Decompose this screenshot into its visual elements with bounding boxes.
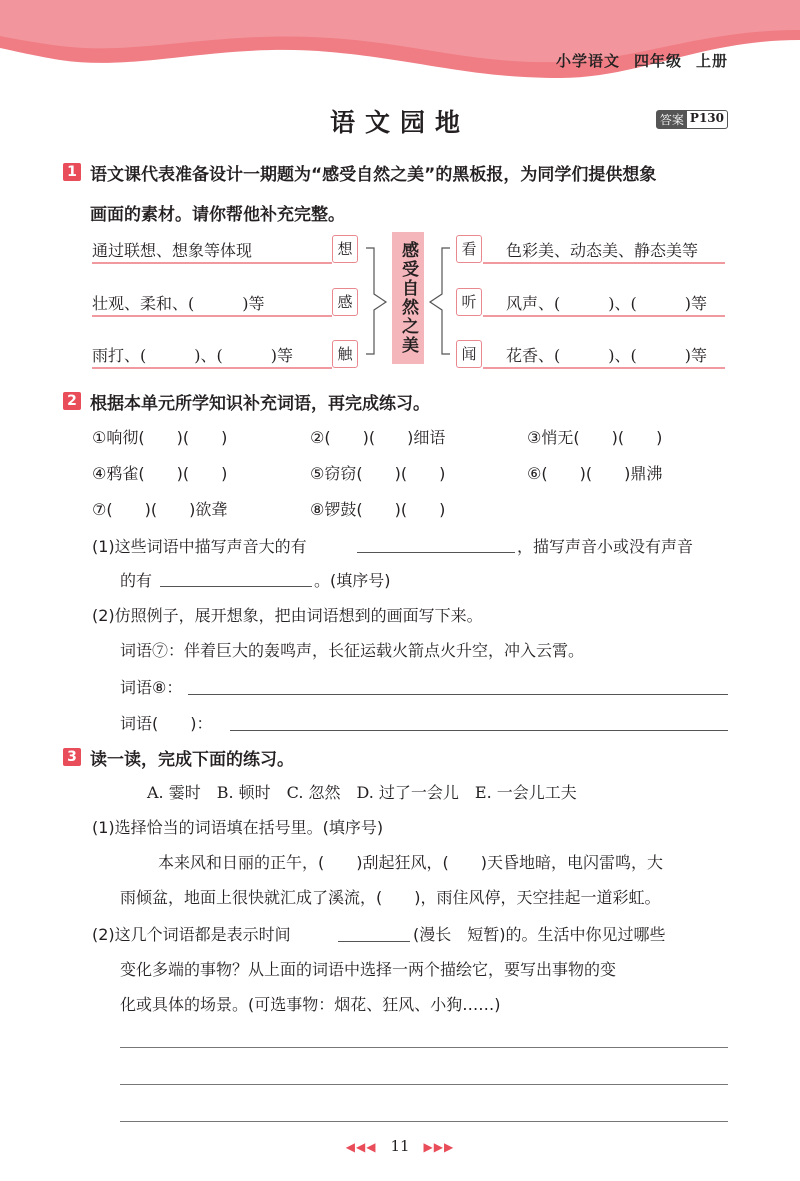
answer-badge: [656, 110, 728, 129]
q2-example-sentence: 词语⑦：伴着巨大的轰鸣声，长征运载火箭点火升空，冲入云霄。: [120, 641, 585, 660]
q1-left-item-2: 壮观、柔和、( )等: [92, 294, 265, 313]
q1-box-gan: 感: [332, 288, 358, 316]
page-number: 11: [390, 1137, 410, 1155]
q3-passage-line2: 雨倾盆，地面上很快就汇成了溪流，( )，雨住风停，天空挂起一道彩虹。: [120, 888, 661, 907]
right-brace-icon: [424, 232, 456, 367]
grade-label: 四年级: [633, 52, 682, 70]
word-1: ①响彻( )( ): [92, 428, 228, 447]
q1-left-item-1: 通过联想、想象等体现: [92, 241, 253, 260]
q2-quiet-answer-blank[interactable]: [160, 586, 312, 587]
q3-time-choice-blank[interactable]: [338, 941, 410, 942]
question-3-number: 3: [63, 748, 81, 766]
question-1-text-line1: 语文课代表准备设计一期题为“感受自然之美”的黑板报，为同学们提供想象: [90, 165, 657, 185]
q3-passage-line1: 本来风和日丽的正午，( )刮起狂风，( )天昏地暗，电闪雷鸣，大: [158, 853, 663, 872]
q2-part2-prompt: (2)仿照例子，展开想象，把由词语想到的画面写下来。: [92, 606, 483, 625]
right-arrows-icon: ▶▶▶: [423, 1140, 455, 1154]
answer-page: P130: [689, 111, 724, 125]
q1-left-underline-1: [92, 262, 332, 264]
word-3: ③悄无( )( ): [527, 428, 663, 447]
q1-right-item-2: 风声、( )、( )等: [506, 294, 707, 313]
q2-part1-prompt-end: 的有: [120, 571, 153, 590]
q1-center-theme: 感受自然之美: [392, 232, 424, 364]
q2-part1-note: 。(填序号): [314, 571, 391, 590]
q3-part2-prompt: (2)这几个词语都是表示时间: [92, 925, 291, 944]
question-1-number: 1: [63, 163, 81, 181]
word-4: ④鸦雀( )( ): [92, 464, 228, 483]
q1-right-item-3: 花香、( )、( )等: [506, 346, 707, 365]
q1-right-underline-1: [483, 262, 725, 264]
question-2-text: 根据本单元所学知识补充词语，再完成练习。: [90, 394, 430, 414]
volume-label: 上册: [695, 52, 728, 70]
q1-left-underline-3: [92, 367, 332, 369]
header-wave-banner: [0, 0, 800, 90]
writing-line-2[interactable]: [120, 1084, 728, 1085]
word-2: ②( )( )细语: [310, 428, 446, 447]
q2-loud-answer-blank[interactable]: [357, 552, 515, 553]
q1-box-chu: 触: [332, 340, 358, 368]
q2-wordx-label: 词语( )：: [120, 714, 213, 733]
q2-part1-prompt-cont: ，描写声音小或没有声音: [517, 537, 694, 556]
page-footer: [0, 1137, 800, 1155]
q3-part2-line2: 变化多端的事物？从上面的词语中选择一两个描绘它，要写出事物的变: [120, 960, 617, 979]
left-brace-icon: [360, 232, 392, 367]
word-7: ⑦( )( )欲聋: [92, 500, 228, 519]
q1-box-wen: 闻: [456, 340, 482, 368]
page-title: 语文园地: [329, 108, 470, 137]
writing-line-3[interactable]: [120, 1121, 728, 1122]
question-2-number: 2: [63, 392, 81, 410]
q1-box-ting: 听: [456, 288, 482, 316]
word-8: ⑧锣鼓( )( ): [310, 500, 446, 519]
q2-word8-answer-line[interactable]: [188, 694, 728, 695]
q1-right-underline-2: [483, 315, 725, 317]
book-header: [542, 50, 728, 71]
question-3-text: 读一读，完成下面的练习。: [90, 750, 294, 770]
q2-word8-label: 词语⑧：: [120, 678, 183, 697]
q3-part1-prompt: (1)选择恰当的词语填在括号里。(填序号): [92, 818, 384, 837]
left-arrows-icon: ◀◀◀: [345, 1140, 377, 1154]
writing-line-1[interactable]: [120, 1047, 728, 1048]
q3-part2-prompt-cont: (漫长 短暂)的。生活中你见过哪些: [413, 925, 666, 944]
q3-part2-line3: 化或具体的场景。(可选事物：烟花、狂风、小狗……): [120, 995, 501, 1014]
q2-wordx-answer-line[interactable]: [230, 730, 728, 731]
word-5: ⑤窃窃( )( ): [310, 464, 446, 483]
q1-box-kan: 看: [456, 235, 482, 263]
q1-box-xiang: 想: [332, 235, 358, 263]
q3-options: A. 霎时 B. 顿时 C. 忽然 D. 过了一会儿 E. 一会儿工夫: [147, 783, 577, 802]
q1-right-underline-3: [483, 367, 725, 369]
q2-part1-prompt: (1)这些词语中描写声音大的有: [92, 537, 307, 556]
q1-right-item-1: 色彩美、动态美、静态美等: [506, 241, 699, 260]
word-6: ⑥( )( )鼎沸: [527, 464, 663, 483]
question-1-text-line2: 画面的素材。请你帮他补充完整。: [90, 205, 345, 225]
q1-left-item-3: 雨打、( )、( )等: [92, 346, 293, 365]
answer-label: 答案: [657, 111, 687, 128]
subject-label: 小学语文: [555, 52, 620, 70]
q1-left-underline-2: [92, 315, 332, 317]
